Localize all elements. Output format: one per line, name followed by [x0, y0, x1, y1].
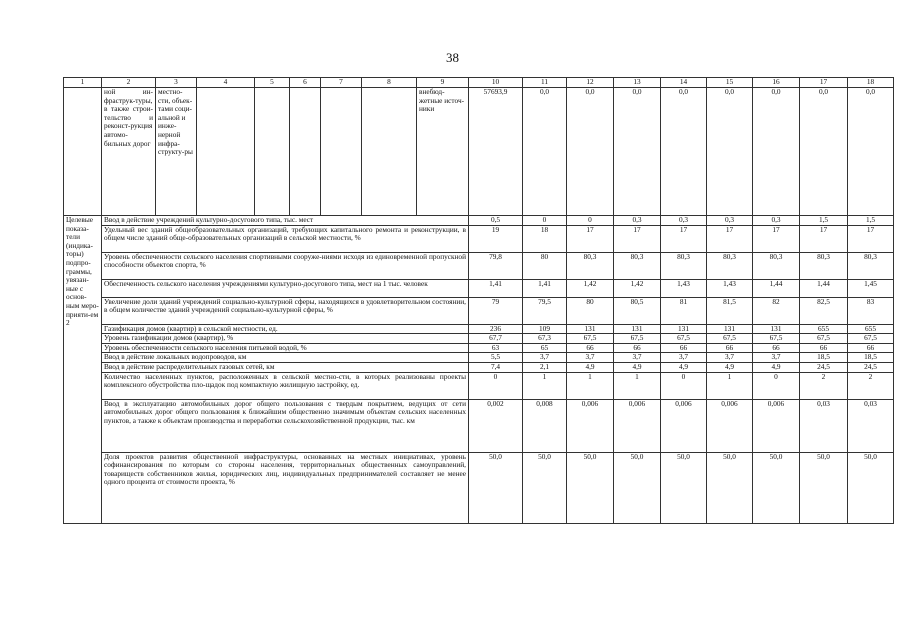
indicator-value: 4,9 [567, 362, 614, 372]
indicator-value: 131 [567, 324, 614, 334]
indicator-label: Ввод в действие распределительных газовых сетей, км [102, 362, 469, 372]
indicator-value: 131 [707, 324, 753, 334]
indicator-value: 50,0 [800, 452, 848, 523]
indicator-value: 67,7 [469, 334, 523, 344]
indicator-value: 1,43 [707, 279, 753, 297]
indicator-value: 1,44 [753, 279, 800, 297]
indicator-label: Уровень обеспеченности сельского населения питьевой водой, % [102, 343, 469, 353]
indicator-value: 1 [523, 372, 567, 399]
column-number-7: 7 [321, 78, 362, 88]
indicator-label: Увеличение доли зданий учреждений социально-культурной сферы, находящихся в удовлетворительном состоянии, в общем количестве зданий учреждений социально-культурной сферы, % [102, 297, 469, 324]
cont-col2: ной ин-фраструк-туры, в также строи-тельство и реконст-рукция автомо-бильных дорог [102, 88, 156, 216]
indicator-value: 24,5 [800, 362, 848, 372]
indicator-value: 0,3 [614, 216, 661, 226]
indicator-value: 80,3 [848, 252, 894, 279]
table-row [64, 452, 894, 523]
indicator-value: 83 [848, 297, 894, 324]
indicator-label: Количество населенных пунктов, расположенных в сельской местно-сти, в которых реализованы проекты комплексного обустройства пло-щадок под компактную жилищную застройку, ед. [102, 372, 469, 399]
indicator-value: 1 [707, 372, 753, 399]
indicator-value: 655 [848, 324, 894, 334]
column-number-11: 11 [523, 78, 567, 88]
indicator-value: 80,3 [753, 252, 800, 279]
indicator-value: 66 [848, 343, 894, 353]
indicator-label: Уровень газификации домов (квартир), % [102, 334, 469, 344]
indicator-value: 65 [523, 343, 567, 353]
indicator-value: 5,5 [469, 353, 523, 363]
indicator-value: 17 [753, 225, 800, 252]
indicator-label: Доля проектов развития общественной инфраструктуры, основанных на местных инициативах, уровень софинансирования по которым со стороны населения, территориальных общественных самоуправлений, товариществ собственников жилья, юридических лиц, индивидуальных предпринимателей составляет не менее одного процента от стоимости проекта, % [102, 452, 469, 523]
indicator-value: 1 [614, 372, 661, 399]
indicator-value: 66 [567, 343, 614, 353]
column-number-13: 13 [614, 78, 661, 88]
indicator-value: 0 [661, 372, 707, 399]
column-number-4: 4 [197, 78, 255, 88]
indicator-label: Уровень обеспеченности сельского населения спортивными сооруже-ниями исходя из единовременной пропускной способности объектов спорта, % [102, 252, 469, 279]
cont-col9: внебюд-жетные источ-ники [417, 88, 469, 216]
indicator-value: 1,43 [661, 279, 707, 297]
indicator-value: 1,5 [800, 216, 848, 226]
indicator-value: 66 [661, 343, 707, 353]
indicator-value: 0,3 [707, 216, 753, 226]
indicator-value: 0,008 [523, 399, 567, 452]
indicator-value: 2 [848, 372, 894, 399]
indicator-label: Газификация домов (квартир) в сельской местности, ед. [102, 324, 469, 334]
column-number-15: 15 [707, 78, 753, 88]
indicator-value: 3,7 [707, 353, 753, 363]
indicator-value: 1,41 [469, 279, 523, 297]
indicator-value: 82,5 [800, 297, 848, 324]
indicator-label: Удельный вес зданий общеобразовательных организаций, требующих капитального ремонта и реконструкции, в общем числе зданий обще-образовательных организаций в сельской местности, % [102, 225, 469, 252]
indicator-value: 131 [614, 324, 661, 334]
table-row [64, 353, 894, 363]
indicator-value: 4,9 [614, 362, 661, 372]
indicator-value: 4,9 [753, 362, 800, 372]
table-row [64, 334, 894, 344]
table-row [64, 252, 894, 279]
indicator-value: 236 [469, 324, 523, 334]
indicator-value: 67,5 [661, 334, 707, 344]
indicator-value: 50,0 [567, 452, 614, 523]
indicator-value: 1,44 [800, 279, 848, 297]
indicator-value: 0,3 [661, 216, 707, 226]
column-number-18: 18 [848, 78, 894, 88]
cont-col1 [64, 88, 102, 216]
indicator-value: 655 [800, 324, 848, 334]
indicator-value: 1,45 [848, 279, 894, 297]
column-number-14: 14 [661, 78, 707, 88]
indicator-value: 80,5 [614, 297, 661, 324]
indicator-value: 0,006 [567, 399, 614, 452]
indicator-value: 2 [800, 372, 848, 399]
table-row [64, 343, 894, 353]
indicator-value: 1,42 [567, 279, 614, 297]
indicator-value: 24,5 [848, 362, 894, 372]
indicator-value: 4,9 [661, 362, 707, 372]
indicators-table [63, 77, 894, 524]
indicator-value: 3,7 [567, 353, 614, 363]
indicator-value: 79,8 [469, 252, 523, 279]
table-row [64, 216, 894, 226]
indicator-label: Ввод в действие учреждений культурно-досугового типа, тыс. мест [102, 216, 469, 226]
indicator-value: 81,5 [707, 297, 753, 324]
column-number-12: 12 [567, 78, 614, 88]
indicator-value: 80,3 [707, 252, 753, 279]
indicator-value: 0,3 [753, 216, 800, 226]
indicator-value: 7,4 [469, 362, 523, 372]
column-number-1: 1 [64, 78, 102, 88]
indicator-value: 18,5 [848, 353, 894, 363]
indicator-rows [64, 216, 894, 524]
indicator-value: 1,5 [848, 216, 894, 226]
indicator-value: 1 [567, 372, 614, 399]
table-row [64, 225, 894, 252]
indicator-value: 50,0 [753, 452, 800, 523]
indicator-value: 0,002 [469, 399, 523, 452]
column-number-17: 17 [800, 78, 848, 88]
indicator-value: 0 [469, 372, 523, 399]
indicator-value: 1,41 [523, 279, 567, 297]
table-row [64, 372, 894, 399]
indicator-value: 67,5 [848, 334, 894, 344]
indicator-value: 0 [567, 216, 614, 226]
table-row [64, 279, 894, 297]
table-row [64, 297, 894, 324]
indicator-value: 79 [469, 297, 523, 324]
indicator-value: 66 [800, 343, 848, 353]
indicator-value: 3,7 [753, 353, 800, 363]
indicator-value: 18 [523, 225, 567, 252]
column-number-5: 5 [255, 78, 290, 88]
column-number-8: 8 [362, 78, 417, 88]
indicator-value: 0,5 [469, 216, 523, 226]
cont-col3: местно-сти, объек-тами соци-альной и инже-нерной инфра-структу-ры [156, 88, 197, 216]
indicator-value: 3,7 [661, 353, 707, 363]
indicator-value: 131 [661, 324, 707, 334]
indicator-value: 18,5 [800, 353, 848, 363]
indicator-value: 50,0 [523, 452, 567, 523]
indicator-value: 66 [753, 343, 800, 353]
continued-row: ной ин-фраструк-туры, в также строи-тельство и реконст-рукция автомо-бильных дорог местно-сти, объек-тами соци-альной и инже-нерной инфра-структу-ры внебюд-жетные источ-ники 57693,9 0,0 0,0 0,0 0,0 0,0 0,0 0,0 0,0 [64, 88, 894, 216]
indicator-value: 82 [753, 297, 800, 324]
indicator-value: 17 [848, 225, 894, 252]
indicator-value: 4,9 [707, 362, 753, 372]
indicator-value: 3,7 [523, 353, 567, 363]
indicator-value: 79,5 [523, 297, 567, 324]
indicator-value: 66 [614, 343, 661, 353]
indicator-value: 131 [753, 324, 800, 334]
indicator-value: 67,5 [614, 334, 661, 344]
indicator-value: 0,006 [614, 399, 661, 452]
indicator-value: 17 [567, 225, 614, 252]
indicator-value: 50,0 [614, 452, 661, 523]
indicator-value: 50,0 [848, 452, 894, 523]
indicator-value: 80,3 [661, 252, 707, 279]
column-number-2: 2 [102, 78, 156, 88]
indicator-value: 3,7 [614, 353, 661, 363]
column-number-9: 9 [417, 78, 469, 88]
indicator-value: 19 [469, 225, 523, 252]
indicator-value: 0,03 [848, 399, 894, 452]
indicator-value: 63 [469, 343, 523, 353]
indicator-value: 0 [523, 216, 567, 226]
indicator-value: 67,5 [567, 334, 614, 344]
indicator-value: 109 [523, 324, 567, 334]
indicator-value: 67,5 [707, 334, 753, 344]
indicator-value: 0,006 [661, 399, 707, 452]
indicator-value: 67,3 [523, 334, 567, 344]
indicator-value: 80,3 [800, 252, 848, 279]
indicator-value: 50,0 [469, 452, 523, 523]
table-row [64, 324, 894, 334]
indicator-value: 0,006 [707, 399, 753, 452]
indicator-value: 67,5 [800, 334, 848, 344]
page-number: 38 [446, 50, 459, 65]
indicator-label: Обеспеченность сельского населения учреждениями культурно-досугового типа, мест на 1 тыс. человек [102, 279, 469, 297]
column-number-6: 6 [290, 78, 321, 88]
indicator-value: 50,0 [661, 452, 707, 523]
table-row [64, 362, 894, 372]
indicator-value: 81 [661, 297, 707, 324]
indicator-value: 80,3 [567, 252, 614, 279]
section-label: Целевые показа-тели (индика-торы) подпро-граммы, увязан-ные с основ-ным меро-прияти-ем 2 [64, 216, 102, 524]
column-number-row [64, 78, 894, 88]
indicator-value: 17 [661, 225, 707, 252]
indicator-value: 80 [567, 297, 614, 324]
indicator-value: 80 [523, 252, 567, 279]
indicator-label: Ввод в эксплуатацию автомобильных дорог общего пользования с твердым покрытием, ведущих от сети автомобильных дорог общего пользования к ближайшим общественно значимым объектам сельских населенных пунктов, а также к объектам производства и переработки сельскохозяйственной продукции, тыс. км [102, 399, 469, 452]
column-number-16: 16 [753, 78, 800, 88]
indicator-value: 2,1 [523, 362, 567, 372]
indicator-value: 17 [614, 225, 661, 252]
indicator-value: 0,03 [800, 399, 848, 452]
indicator-value: 80,3 [614, 252, 661, 279]
indicator-value: 50,0 [707, 452, 753, 523]
table-row [64, 399, 894, 452]
indicator-value: 0 [753, 372, 800, 399]
indicator-value: 67,5 [753, 334, 800, 344]
indicator-value: 1,42 [614, 279, 661, 297]
indicator-value: 66 [707, 343, 753, 353]
indicator-label: Ввод в действие локальных водопроводов, км [102, 353, 469, 363]
column-number-3: 3 [156, 78, 197, 88]
column-number-10: 10 [469, 78, 523, 88]
indicator-value: 17 [707, 225, 753, 252]
indicator-value: 17 [800, 225, 848, 252]
indicator-value: 0,006 [753, 399, 800, 452]
